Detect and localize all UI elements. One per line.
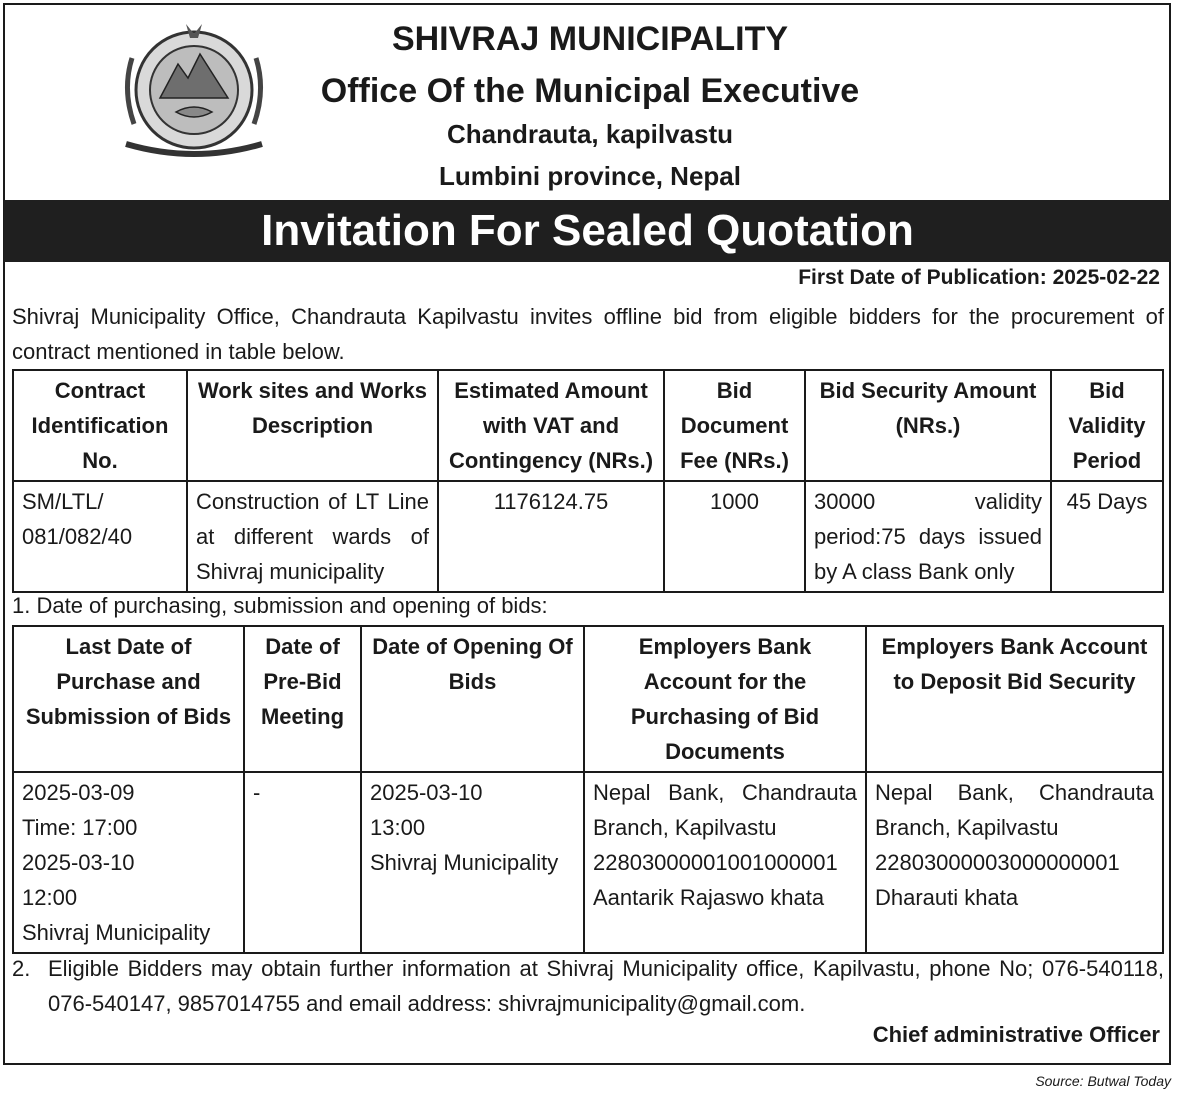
col-purchase-account: Employers Bank Account for the Purchasing of Bid Documents bbox=[584, 626, 866, 772]
municipality-name: SHIVRAJ MUNICIPALITY bbox=[391, 20, 789, 58]
col-last-date: Last Date of Purchase and Submission of Bids bbox=[13, 626, 244, 772]
address-line2: Lumbini province, Nepal bbox=[439, 161, 741, 191]
pre-bid-cell: - bbox=[244, 772, 361, 953]
address-line1: Chandrauta, kapilvastu bbox=[446, 119, 734, 149]
contract-table bbox=[12, 369, 1164, 593]
col-work-description: Work sites and Works Description bbox=[187, 370, 438, 481]
contact-note-text: Eligible Bidders may obtain further information at Shivraj Municipality office, Kapilvastu, phone No; 076-540118, 076-540147, 9857014755 and email address: shivrajmunicipality@gmail.com. bbox=[48, 956, 1164, 1016]
dates-table bbox=[12, 625, 1164, 954]
last-date-line: 2025-03-10 bbox=[22, 850, 135, 875]
purchase-account-line: Aantarik Rajaswo khata bbox=[593, 885, 825, 910]
contact-note bbox=[12, 951, 1164, 1021]
col-pre-bid: Date of Pre-Bid Meeting bbox=[244, 626, 361, 772]
table-row bbox=[13, 772, 1163, 953]
table-header-row bbox=[13, 626, 1163, 772]
estimated-amount: 1176124.75 bbox=[438, 481, 664, 592]
col-bid-validity: Bid Validity Period bbox=[1051, 370, 1163, 481]
bid-security: 30000 validity period:75 days issued by A class Bank only bbox=[805, 481, 1051, 592]
opening-line: 2025-03-10 bbox=[370, 780, 483, 805]
last-date-line: Shivraj Municipality bbox=[22, 920, 211, 945]
deposit-account-line: Dharauti khata bbox=[875, 885, 1019, 910]
signer-title: Chief administrative Officer bbox=[872, 1022, 1160, 1047]
source-credit: Source: Butwal Today bbox=[1035, 1073, 1171, 1089]
purchase-account-line: 22803000001001000001 bbox=[593, 850, 838, 875]
col-document-fee: Bid Document Fee (NRs.) bbox=[664, 370, 805, 481]
opening-cell bbox=[361, 772, 584, 953]
col-estimated-amount: Estimated Amount with VAT and Contingency (NRs.) bbox=[438, 370, 664, 481]
bid-validity: 45 Days bbox=[1051, 481, 1163, 592]
opening-line: 13:00 bbox=[370, 815, 426, 840]
purchase-account-line: Nepal Bank, Chandrauta Branch, Kapilvastu bbox=[593, 780, 857, 840]
col-contract-id: Contract Identification No. bbox=[13, 370, 187, 481]
dates-note: 1. Date of purchasing, submission and opening of bids: bbox=[12, 593, 548, 618]
intro-paragraph: Shivraj Municipality Office, Chandrauta Kapilvastu invites offline bid from eligible bidders for the procurement of contract mentioned in table below. bbox=[12, 304, 1164, 364]
last-date-line: 12:00 bbox=[22, 885, 78, 910]
opening-line: Shivraj Municipality bbox=[370, 850, 559, 875]
last-date-line: Time: 17:00 bbox=[22, 815, 138, 840]
contact-note-number: 2. bbox=[12, 956, 31, 981]
deposit-account-cell bbox=[866, 772, 1163, 953]
publication-date: First Date of Publication: 2025-02-22 bbox=[798, 266, 1160, 289]
table-row bbox=[13, 481, 1163, 592]
last-date-cell bbox=[13, 772, 244, 953]
table-header-row bbox=[13, 370, 1163, 481]
office-name: Office Of the Municipal Executive bbox=[320, 72, 860, 110]
col-bid-security: Bid Security Amount (NRs.) bbox=[805, 370, 1051, 481]
deposit-account-line: Nepal Bank, Chandrauta Branch, Kapilvastu bbox=[875, 780, 1154, 840]
contract-id: SM/LTL/ 081/082/40 bbox=[13, 481, 187, 592]
last-date-line: 2025-03-09 bbox=[22, 780, 135, 805]
purchase-account-cell bbox=[584, 772, 866, 953]
col-deposit-account: Employers Bank Account to Deposit Bid Security bbox=[866, 626, 1163, 772]
work-description: Construction of LT Line at different wards of Shivraj municipality bbox=[187, 481, 438, 592]
notice-title-banner: Invitation For Sealed Quotation bbox=[4, 200, 1171, 262]
document-fee: 1000 bbox=[664, 481, 805, 592]
deposit-account-line: 22803000003000000001 bbox=[875, 850, 1120, 875]
col-opening-date: Date of Opening Of Bids bbox=[361, 626, 584, 772]
